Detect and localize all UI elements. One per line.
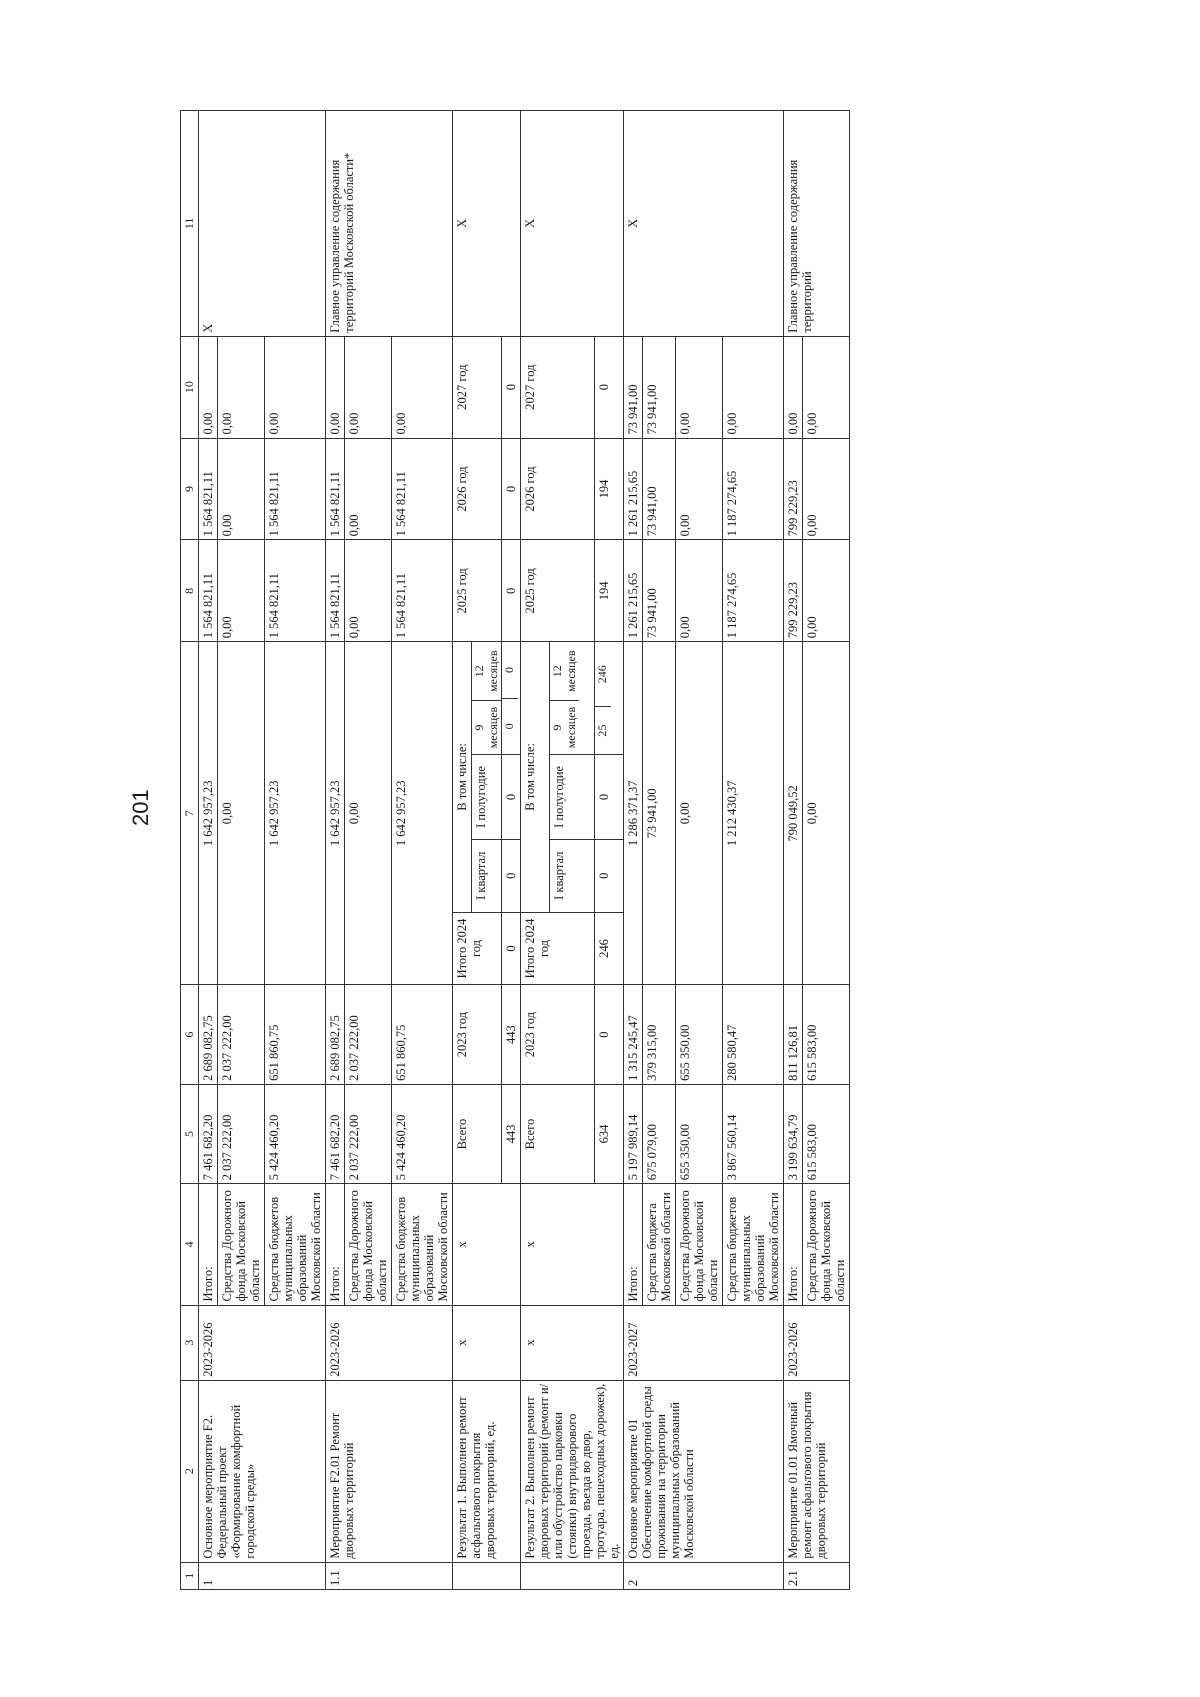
executor: X	[521, 111, 624, 337]
cell-value: 1 564 821,11	[326, 438, 345, 540]
funding-source: Средства Дорожного фонда Московской области	[345, 1184, 392, 1305]
cell-value: 0,00	[803, 336, 850, 438]
cell-value: 1 564 821,11	[265, 438, 326, 540]
cell-value: 0,00	[392, 336, 453, 438]
cell-value: 2 037 222,00	[345, 1084, 392, 1183]
row-number: 2	[624, 1562, 784, 1589]
cell-value: 1 564 821,11	[265, 540, 326, 642]
col-2026-header: 2026 год	[453, 438, 502, 540]
cell-value: 0	[502, 336, 521, 438]
cell-value: 1 286 371,37	[624, 642, 643, 985]
result-name: Результат 2. Выполнен ремонт дворовых территорий (ремонт и/или обустройство парковки (стоянки) внутридворового проезда, въезда во двор, тротуара, пешеходных дорожек), ед.	[521, 1380, 624, 1562]
cell-value: 2 689 082,75	[326, 985, 345, 1084]
activity-name: Мероприятие 01.01 Ямочный ремонт асфальтового покрытия дворовых территорий	[784, 1380, 850, 1562]
cell-value: 0,00	[803, 642, 850, 985]
header-cell: 6	[181, 985, 199, 1084]
months-subtable	[550, 642, 579, 754]
col-9m-header: 9 месяцев	[472, 701, 501, 754]
period: 2023-2027	[624, 1305, 784, 1380]
months-values	[502, 642, 521, 755]
col-2027-header: 2027 год	[521, 336, 595, 438]
cell-value: 7 461 682,20	[199, 1084, 218, 1183]
cell-value: 1 261 215,65	[624, 540, 643, 642]
cell-value: 2 037 222,00	[218, 1084, 265, 1183]
cell-value: 2 037 222,00	[345, 985, 392, 1084]
col-itogo-2024-header: Итого 2024 год	[521, 912, 595, 985]
row-number-empty	[453, 1562, 521, 1589]
months-values	[595, 642, 624, 755]
period: 2023-2026	[784, 1305, 850, 1380]
cell-value: 0	[502, 755, 521, 840]
cell-value: 0,00	[345, 438, 392, 540]
funding-source: Средства Дорожного фонда Московской области	[218, 1184, 265, 1305]
cell-value: 0,00	[345, 540, 392, 642]
col-incl-header: В том числе:	[521, 642, 550, 912]
cell-value: 1 564 821,11	[199, 540, 218, 642]
funding-source: Средства бюджетов муниципальных образований Московской области	[392, 1184, 453, 1305]
header-cell: 5	[181, 1084, 199, 1183]
months-values-subtable	[595, 642, 610, 754]
cell-value: 1 212 430,37	[723, 642, 784, 985]
funding-source: Средства бюджета Московской области	[643, 1184, 676, 1305]
cell-value: 651 860,75	[265, 985, 326, 1084]
activity-name: Основное мероприятие F2. Федеральный проект «Формирование комфортной городской среды»	[199, 1380, 326, 1562]
cell-value: 246	[595, 912, 624, 985]
executor: Главное управление содержания территорий	[784, 111, 850, 337]
cell-value: 811 126,81	[784, 985, 803, 1084]
cell-value: 1 564 821,11	[199, 438, 218, 540]
cell-value: 0	[502, 912, 521, 985]
cell-value: 0,00	[803, 438, 850, 540]
cell-value: 1 564 821,11	[326, 540, 345, 642]
program-table	[180, 110, 850, 1590]
table-row	[784, 111, 803, 1590]
funding-source: x	[453, 1184, 521, 1305]
activity-name: Мероприятие F2.01 Ремонт дворовых территорий	[326, 1380, 453, 1562]
period: x	[453, 1305, 521, 1380]
cell-value: 0	[595, 336, 624, 438]
cell-value: 655 350,00	[676, 1084, 723, 1183]
funding-source: Итого:	[199, 1184, 218, 1305]
cell-value: 0,00	[199, 336, 218, 438]
months-subtable	[472, 642, 501, 754]
cell-value: 0	[502, 642, 517, 698]
col-itogo-2024-header: Итого 2024 год	[453, 912, 502, 985]
funding-source: Средства бюджетов муниципальных образований Московской области	[265, 1184, 326, 1305]
row-number: 1.1	[326, 1562, 453, 1589]
cell-value: 0,00	[784, 336, 803, 438]
cell-value: 0,00	[723, 336, 784, 438]
cell-value: 655 350,00	[676, 985, 723, 1084]
header-cell: 1	[181, 1562, 199, 1589]
cell-value: 1 642 957,23	[392, 642, 453, 985]
cell-value: 0	[502, 698, 517, 754]
col-2023-header: 2023 год	[453, 985, 502, 1084]
col-total-header: Всего	[453, 1084, 502, 1183]
cell-value: 1 642 957,23	[265, 642, 326, 985]
col-q1-header: I квартал	[472, 839, 502, 912]
funding-source: Итого:	[326, 1184, 345, 1305]
row-number-empty	[521, 1562, 624, 1589]
row-number: 2.1	[784, 1562, 850, 1589]
cell-value: 25	[595, 707, 610, 754]
header-cell: 10	[181, 336, 199, 438]
cell-value: 0,00	[676, 336, 723, 438]
executor: X	[453, 111, 521, 337]
cell-value: 379 315,00	[643, 985, 676, 1084]
executor: X	[199, 111, 326, 337]
cell-value: 0,00	[265, 336, 326, 438]
col-2025-header: 2025 год	[453, 540, 502, 642]
cell-value: 5 424 460,20	[392, 1084, 453, 1183]
cell-value: 0	[502, 438, 521, 540]
cell-value: 1 187 274,65	[723, 438, 784, 540]
result-name: Результат 1. Выполнен ремонт асфальтового покрытия дворовых территорий, ед.	[453, 1380, 521, 1562]
cell-value: 73 941,00	[643, 540, 676, 642]
cell-value: 651 860,75	[392, 985, 453, 1084]
cell-value: 3 867 560,14	[723, 1084, 784, 1183]
cell-value: 0	[502, 540, 521, 642]
col-9-12-header	[550, 642, 595, 755]
cell-value: 1 187 274,65	[723, 540, 784, 642]
header-cell: 3	[181, 1305, 199, 1380]
cell-value: 73 941,00	[643, 642, 676, 985]
cell-value: 1 642 957,23	[199, 642, 218, 985]
rotated-table-container	[180, 110, 1060, 1590]
cell-value: 0,00	[676, 642, 723, 985]
header-cell: 8	[181, 540, 199, 642]
funding-source: Итого:	[784, 1184, 803, 1305]
months-values-subtable	[502, 642, 517, 754]
cell-value: 443	[502, 1084, 521, 1183]
cell-value: 0,00	[326, 336, 345, 438]
cell-value: 799 229,23	[784, 540, 803, 642]
cell-value: 0,00	[218, 642, 265, 985]
cell-value: 73 941,00	[624, 336, 643, 438]
cell-value: 615 583,00	[803, 1084, 850, 1183]
funding-source: Средства Дорожного фонда Московской области	[803, 1184, 850, 1305]
col-total-header: Всего	[521, 1084, 595, 1183]
cell-value: 1 261 215,65	[624, 438, 643, 540]
col-9-12-header	[472, 642, 502, 755]
col-q1-header: I квартал	[550, 839, 595, 912]
cell-value: 0,00	[676, 438, 723, 540]
funding-source: Средства бюджетов муниципальных образований Московской области	[723, 1184, 784, 1305]
cell-value: 0	[502, 839, 521, 912]
cell-value: 194	[595, 540, 624, 642]
cell-value: 0	[595, 985, 624, 1084]
cell-value: 0,00	[218, 438, 265, 540]
header-cell: 2	[181, 1380, 199, 1562]
col-h1-header: I полугодие	[550, 755, 595, 840]
cell-value: 0,00	[676, 540, 723, 642]
cell-value: 0	[595, 839, 624, 912]
funding-source: Итого:	[624, 1184, 643, 1305]
col-2023-header: 2023 год	[521, 985, 595, 1084]
period: 2023-2026	[326, 1305, 453, 1380]
period: x	[521, 1305, 624, 1380]
funding-source: Средства Дорожного фонда Московской области	[676, 1184, 723, 1305]
executor: X	[624, 111, 784, 337]
header-cell: 9	[181, 438, 199, 540]
cell-value: 2 037 222,00	[218, 985, 265, 1084]
cell-value: 246	[595, 642, 610, 706]
header-cell: 4	[181, 1184, 199, 1305]
cell-value: 675 079,00	[643, 1084, 676, 1183]
period: 2023-2026	[199, 1305, 326, 1380]
cell-value: 194	[595, 438, 624, 540]
cell-value: 615 583,00	[803, 985, 850, 1084]
col-2025-header: 2025 год	[521, 540, 595, 642]
col-incl-header: В том числе:	[453, 642, 472, 912]
cell-value: 5 197 989,14	[624, 1084, 643, 1183]
result-header-row	[521, 111, 550, 1590]
cell-value: 634	[595, 1084, 624, 1183]
cell-value: 1 642 957,23	[326, 642, 345, 985]
col-9m-header: 9 месяцев	[550, 701, 579, 754]
table-row	[199, 111, 218, 1590]
row-number: 1	[199, 1562, 326, 1589]
cell-value: 0	[595, 755, 624, 840]
cell-value: 1 564 821,11	[392, 438, 453, 540]
result-header-row	[453, 111, 472, 1590]
header-row	[181, 111, 199, 1590]
cell-value: 73 941,00	[643, 438, 676, 540]
col-2026-header: 2026 год	[521, 438, 595, 540]
cell-value: 73 941,00	[643, 336, 676, 438]
header-cell: 7	[181, 642, 199, 985]
cell-value: 1 564 821,11	[392, 540, 453, 642]
cell-value: 1 315 245,47	[624, 985, 643, 1084]
executor: Главное управление содержания территорий Московской области*	[326, 111, 453, 337]
col-h1-header: I полугодие	[472, 755, 502, 840]
funding-source: x	[521, 1184, 624, 1305]
activity-name: Основное мероприятие 01 Обеспечение комфортной среды проживания на территории муниципальных образований Московской области	[624, 1380, 784, 1562]
cell-value: 790 049,52	[784, 642, 803, 985]
col-2027-header: 2027 год	[453, 336, 502, 438]
col-12m-header: 12 месяцев	[550, 642, 579, 700]
header-cell: 11	[181, 111, 199, 337]
cell-value: 0,00	[218, 336, 265, 438]
cell-value: 280 580,47	[723, 985, 784, 1084]
cell-value: 2 689 082,75	[199, 985, 218, 1084]
cell-value: 799 229,23	[784, 438, 803, 540]
cell-value: 0,00	[803, 540, 850, 642]
cell-value: 0,00	[218, 540, 265, 642]
table-row	[326, 111, 345, 1590]
cell-value: 3 199 634,79	[784, 1084, 803, 1183]
cell-value: 5 424 460,20	[265, 1084, 326, 1183]
page-number: 201	[128, 789, 153, 826]
cell-value: 0,00	[345, 642, 392, 985]
cell-value: 0,00	[345, 336, 392, 438]
col-12m-header: 12 месяцев	[472, 642, 501, 700]
cell-value: 7 461 682,20	[326, 1084, 345, 1183]
table-row	[624, 111, 643, 1590]
cell-value: 443	[502, 985, 521, 1084]
